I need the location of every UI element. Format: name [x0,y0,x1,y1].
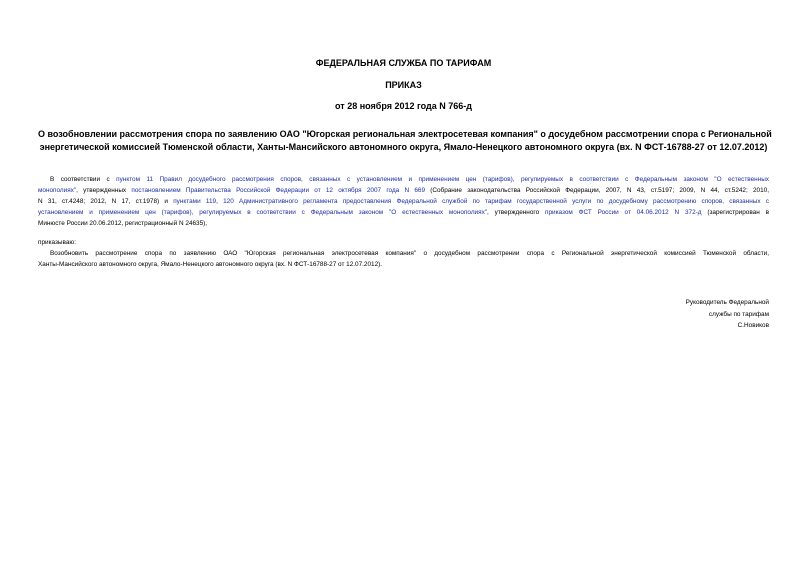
preamble-paragraph [38,174,769,229]
preamble-text: , утвержденного [487,209,545,216]
link-government-resolution-669[interactable]: постановлением Правительства Российской Федерации от 12 октября 2007 года N 669 [131,187,425,194]
resolution-line-2: Ханты-Мансийского автономного округа, Ямало-Ненецкого автономного округа (вх. N ФСТ-16788-27 от 12.07.2012). [38,261,383,268]
link-admin-regulation-cont[interactable]: установлением и применением цен (тарифов), регулируемых в соответствии с Федеральным законом "О естественных монополиях" [38,209,488,216]
signature-block [686,297,769,332]
preamble-line-5: Минюсте России 20.06.2012, регистрационный N 24635), [38,220,208,227]
resolution-paragraph [38,248,769,270]
document-title [38,128,772,154]
agency-name: ФЕДЕРАЛЬНАЯ СЛУЖБА ПО ТАРИФАМ [315,58,492,68]
preamble-line-3 [38,196,769,207]
document-date-number: от 28 ноября 2012 года N 766-д [335,101,472,111]
preamble-text: , [216,198,224,205]
preamble-text: В соответствии с [50,176,117,183]
preamble-text: (Собрание законодательства Российской Федерации, 2007, N 43, ст.5197; 2009, N 44, ст.5242; 2010, [425,187,769,194]
link-monopolies-law[interactable]: монополиях" [38,187,77,194]
title-line-1: О возобновлении рассмотрения спора по заявлению ОАО "Югорская региональная электросетевая компания" о досудебном рассмотрении спора с Региональной [38,129,772,139]
link-fst-order-372d[interactable]: приказом ФСТ России от 04.06.2012 N 372-д [544,209,702,216]
resolution-line-1: Возобновить рассмотрение спора по заявлению ОАО "Югорская региональная электросетевая компания" о досудебном рассмотрении спора с Региональной энергетической комиссией Тюменской области, [50,250,769,257]
link-rules-item-11[interactable]: пунктом 11 Правил досудебного рассмотрения споров, связанных с установлением и применением цен (тарифов), регулируемых в соответствии с Федеральным законом "О естественных [116,176,769,183]
order-word: приказываю: [38,239,76,246]
order-word-block [38,237,769,248]
title-line-2: энергетической комиссией Тюменской области, Ханты-Мансийского автономного округа, Ямало-Ненецкого автономного округа (вх. N ФСТ-16788-27 от 12.07.2012) [39,142,768,152]
preamble-line-1 [38,174,769,185]
signature-position-2: службы по тарифам [708,310,769,318]
link-item-119[interactable]: пунктами 119 [173,198,217,205]
link-admin-regulation-120[interactable]: 120 Административного регламента предоставления Федеральной службой по тарифам государственной услуги по досудебному рассмотрению споров, связанных с [223,198,770,205]
document-type: ПРИКАЗ [385,80,422,90]
preamble-text: (зарегистрирован в [701,209,769,216]
preamble-text: , утвержденных [76,187,132,194]
signature-position-1: Руководитель Федеральной [685,299,769,306]
preamble-text: N 31, ст.4248; 2012, N 17, ст.1978) и [38,198,174,205]
preamble-line-4 [38,207,769,218]
signature-name: С.Новиков [737,322,769,329]
preamble-line-2 [38,185,769,196]
